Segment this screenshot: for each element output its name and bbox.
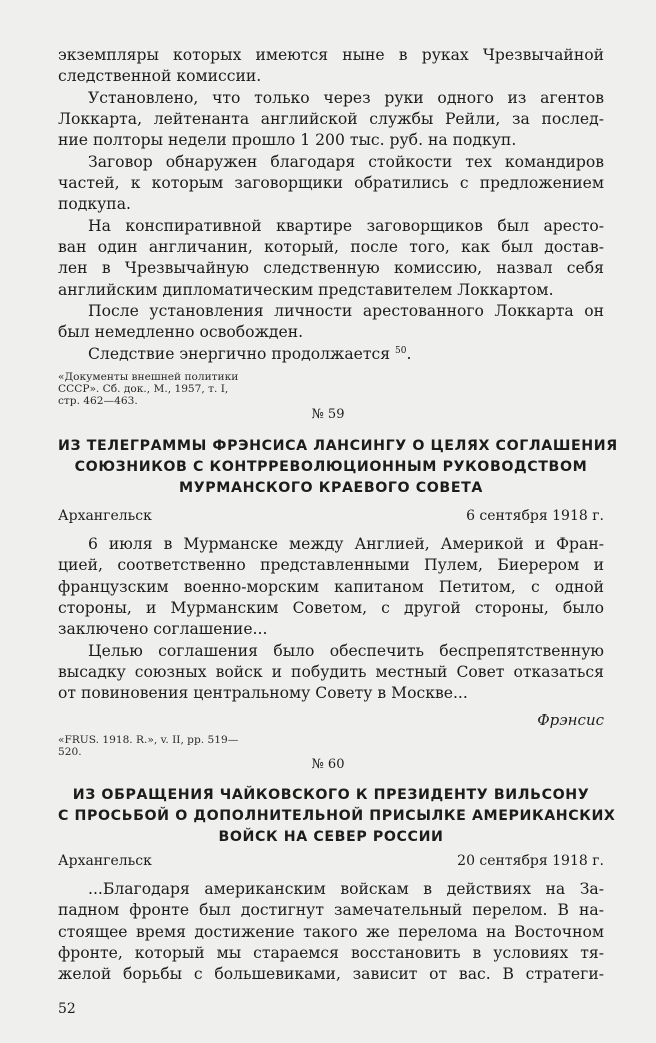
intro-line-11: лен в Чрезвычайную следственную комиссию, назвал себя	[58, 259, 604, 277]
doc59-source-line-2: 520.	[58, 746, 82, 758]
intro-line-4: Локкарта, лейтенанта английской службы Рейли, за послед-	[58, 110, 604, 128]
intro-period: .	[406, 345, 412, 363]
intro-line-15	[88, 344, 604, 364]
doc59-date: 6 сентября 1918 г.	[466, 508, 604, 524]
intro-line-13: После установления личности арестованного Локкарта он	[88, 302, 604, 320]
intro-line-10: ван один англичанин, который, после того, как был достав-	[58, 238, 604, 256]
intro-line-14: был немедленно освобожден.	[58, 323, 304, 341]
intro-source-line-1: «Документы внешней политики	[58, 371, 239, 383]
doc59-line-5: заключено соглашение...	[58, 620, 268, 638]
intro-line-1: экземпляры которых имеются ныне в руках Чрезвычайной	[58, 46, 604, 64]
doc59-line-8: от повиновения центральному Совету в Москве...	[58, 684, 468, 702]
doc60-number: № 60	[311, 757, 345, 772]
intro-line-12: английским дипломатическим представителем Локкартом.	[58, 281, 554, 299]
doc60-line-4: фронте, который мы стараемся восстановить в условиях тя-	[58, 944, 604, 962]
doc59-source-line-1: «FRUS. 1918. R.», v. II, pp. 519—	[58, 734, 239, 746]
doc60-place: Архангельск	[58, 853, 152, 869]
intro-line-8: подкупа.	[58, 195, 131, 213]
intro-line-6: Заговор обнаружен благодаря стойкости тех командиров	[88, 153, 604, 171]
doc59-place: Архангельск	[58, 508, 152, 524]
doc60-heading-line-3: ВОЙСК НА СЕВЕР РОССИИ	[218, 829, 444, 845]
doc60-heading-line-1: ИЗ ОБРАЩЕНИЯ ЧАЙКОВСКОГО К ПРЕЗИДЕНТУ ВИЛЬСОНУ	[72, 787, 590, 803]
doc59-heading-line-3: МУРМАНСКОГО КРАЕВОГО СОВЕТА	[179, 480, 483, 496]
intro-line-7: частей, к которым заговорщики обратились с предложением	[58, 174, 604, 192]
doc59-number: № 59	[311, 407, 345, 422]
doc59-signature: Фрэнсис	[537, 711, 604, 729]
doc59-line-4: стороны, и Мурманским Советом, с другой стороны, было	[58, 599, 604, 617]
doc60-line-1: ...Благодаря американским войскам в действиях на За-	[88, 880, 604, 898]
intro-source-line-2: СССР». Сб. док., М., 1957, т. I,	[58, 383, 229, 395]
intro-line-2: следственной комиссии.	[58, 67, 262, 85]
doc59-line-2: цией, соответственно представленными Пулем, Биерером и	[58, 556, 604, 574]
doc59-heading-line-2: СОЮЗНИКОВ С КОНТРРЕВОЛЮЦИОННЫМ РУКОВОДСТВОМ	[74, 459, 588, 475]
doc59-line-1: 6 июля в Мурманске между Англией, Америкой и Фран-	[88, 535, 604, 553]
doc60-date: 20 сентября 1918 г.	[457, 853, 604, 869]
intro-last-text: Следствие энергично продолжается	[88, 345, 391, 363]
doc59-line-3: французским военно-морским капитаном Петитом, с одной	[58, 578, 604, 596]
doc60-line-2: падном фронте был достигнут замечательный перелом. В на-	[58, 901, 604, 919]
doc60-line-5: желой борьбы с большевиками, зависит от вас. В стратеги-	[58, 965, 604, 983]
footnote-mark: 50	[395, 345, 407, 356]
doc59-heading-line-1: ИЗ ТЕЛЕГРАММЫ ФРЭНСИСА ЛАНСИНГУ О ЦЕЛЯХ СОГЛАШЕНИЯ	[58, 438, 618, 454]
intro-source-line-3: стр. 462—463.	[58, 395, 138, 407]
intro-line-5: ние полторы недели прошло 1 200 тыс. руб. на подкуп.	[58, 131, 517, 149]
doc59-line-7: высадку союзных войск и побудить местный Совет отказаться	[58, 663, 604, 681]
page-number: 52	[58, 1001, 76, 1017]
doc60-line-3: стоящее время достижение такого же перелома на Восточном	[58, 923, 604, 941]
doc59-line-6: Целью соглашения было обеспечить беспрепятственную	[88, 642, 604, 660]
intro-line-9: На конспиративной квартире заговорщиков был аресто-	[88, 217, 604, 235]
intro-line-3: Установлено, что только через руки одного из агентов	[88, 89, 604, 107]
doc60-heading-line-2: С ПРОСЬБОЙ О ДОПОЛНИТЕЛЬНОЙ ПРИСЫЛКЕ АМЕРИКАНСКИХ	[58, 808, 616, 824]
